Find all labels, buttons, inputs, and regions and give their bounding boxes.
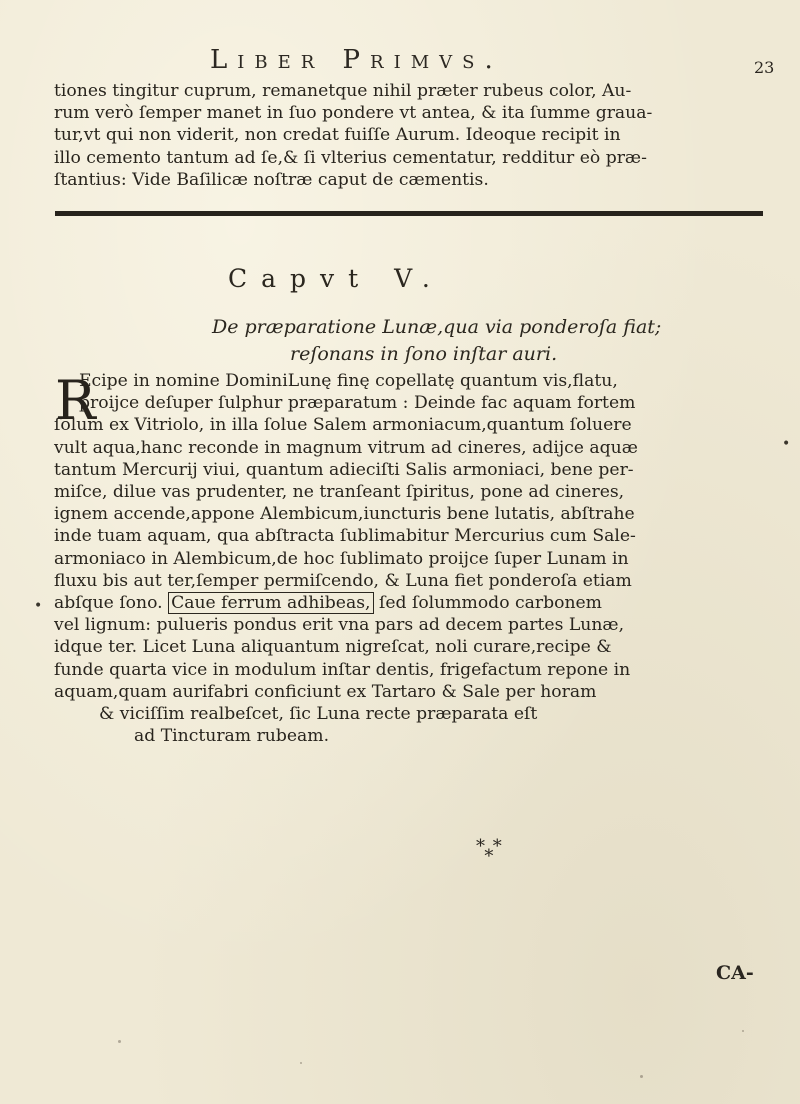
margin-bullet-icon: •: [782, 436, 791, 452]
running-title: Liber Primvs.: [210, 45, 503, 75]
page-number: 23: [754, 58, 775, 77]
text-line: tantum Mercurij viui, quantum adieciſti Salis armoniaci, bene per-: [54, 459, 634, 480]
paper-speckle: [742, 1030, 744, 1032]
paragraph-main: [54, 370, 638, 747]
text-line: ſtantius: Vide Baſilicæ noſtræ caput de cæmentis.: [54, 169, 489, 190]
text-line: armoniaco in Alembicum,de hoc ſublimato proijce ſuper Lunam in: [54, 548, 629, 569]
text-line: fluxu bis aut ter,ſemper permiſcendo, & Luna fiet ponderoſa etiam: [54, 570, 632, 591]
text-line: inde tuam aquam, qua abſtracta ſublimabitur Mercurius cum Sale-: [54, 526, 636, 547]
text-line: aquam,quam aurifabri conficiunt ex Tartaro & Sale per horam: [54, 681, 597, 702]
drop-cap: R: [55, 369, 96, 432]
text-line: Ecipe in nomine DominiLunę finę copellatę quantum vis,flatu,: [79, 371, 618, 391]
boxed-phrase: Caue ferrum adhibeas,: [168, 592, 373, 614]
paragraph-continuation: [54, 80, 652, 191]
text-line: rum verò ſemper manet in ſuo pondere vt antea, & ita ſumme graua-: [54, 103, 653, 124]
text-line: proijce deſuper ſulphur præparatum : Deinde fac aquam fortem: [79, 393, 636, 414]
section-divider: [55, 211, 763, 216]
text-line-with-box: [54, 592, 638, 614]
text-line: & viciſſim realbeſcet, ſic Luna recte præparata eſt: [99, 704, 538, 725]
text-line: ad Tincturam rubeam.: [134, 726, 330, 747]
chapter-heading: Capvt V.: [228, 264, 444, 293]
chapter-subtitle-line-2: reſonans in ſono inſtar auri.: [290, 343, 558, 365]
text-line: idque ter. Licet Luna aliquantum nigreſcat, noli curare,recipe &: [54, 637, 612, 658]
text-line: illo cemento tantum ad ſe,& ſi vlterius cementatur, redditur eò præ-: [54, 147, 647, 168]
paper-speckle: [640, 1075, 643, 1078]
paper-speckle: [300, 1062, 302, 1064]
text-line: ſolum ex Vitriolo, in illa ſolue Salem armoniacum,quantum ſoluere: [54, 415, 632, 436]
chapter-subtitle-line-1: De præparatione Lunæ,qua via ponderoſa fiat;: [212, 316, 662, 338]
text-line: funde quarta vice in modulum inſtar dentis, frigefactum repone in: [54, 659, 631, 680]
text-line: vel lignum: pulueris pondus erit vna pars ad decem partes Lunæ,: [54, 615, 625, 636]
paper-speckle: [118, 1040, 121, 1043]
text-line: miſce, dilue vas prudenter, ne tranſeant ſpiritus, pone ad cineres,: [54, 482, 625, 503]
text-line: ignem accende,appone Alembicum,iuncturis bene lutatis, abſtrahe: [54, 504, 635, 525]
margin-bullet-icon: •: [34, 598, 43, 614]
text-line: vult aqua,hanc reconde in magnum vitrum ad cineres, adijce aquæ: [54, 437, 638, 458]
text-fragment: ſed ſolummodo carbonem: [378, 593, 602, 614]
text-fragment: abſque ſono.: [54, 593, 163, 614]
text-line: tur,vt qui non viderit, non credat fuiſſe Aurum. Ideoque recipit in: [54, 125, 621, 146]
text-line: tiones tingitur cuprum, remanetque nihil præter rubeus color, Au-: [54, 81, 632, 101]
asterism-ornament: * * *: [476, 836, 503, 867]
catchword: CA-: [716, 962, 754, 984]
